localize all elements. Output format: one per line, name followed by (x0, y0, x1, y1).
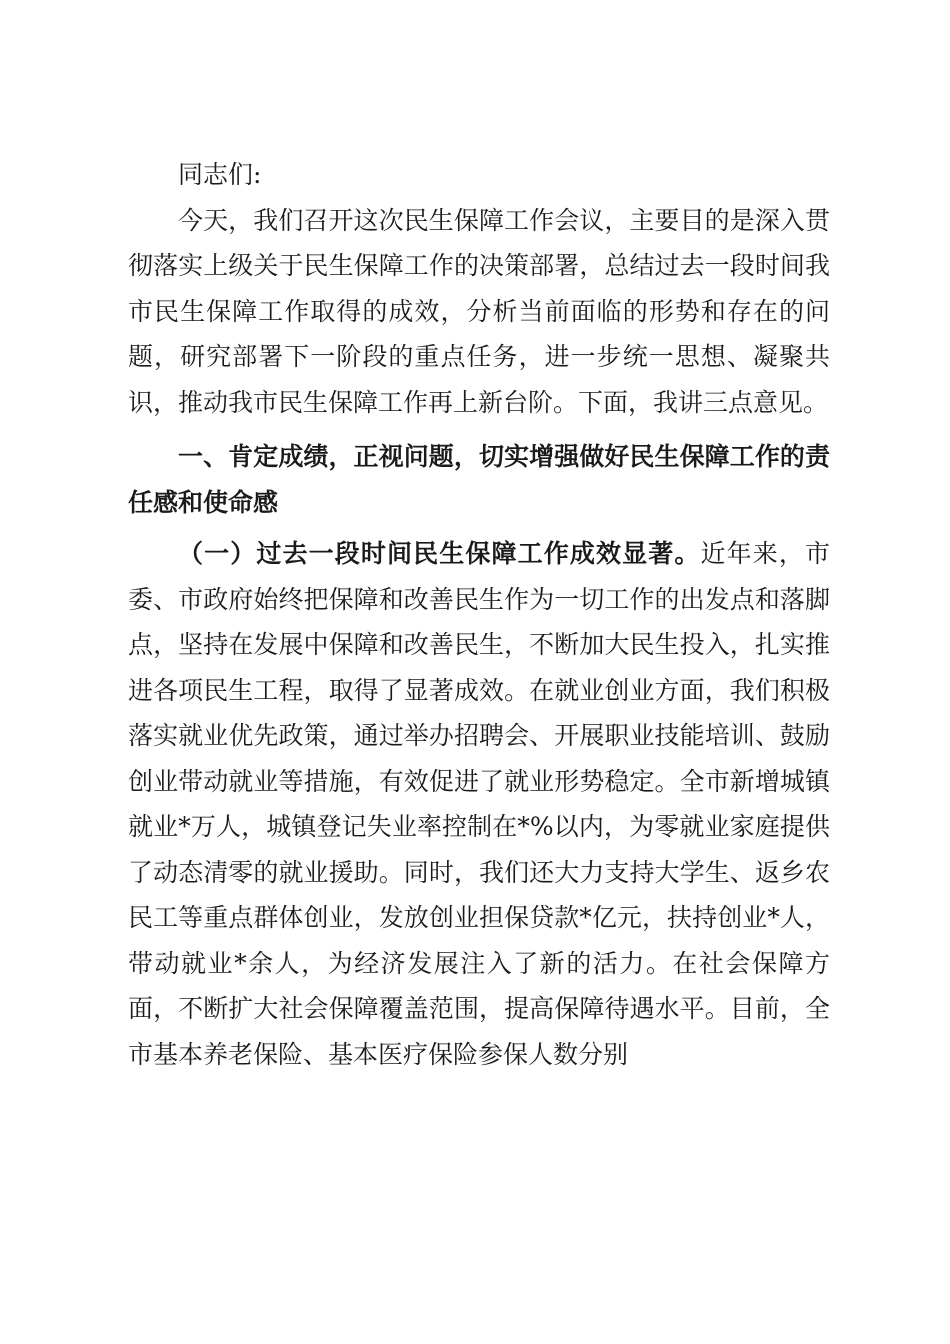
salutation: 同志们: (178, 160, 262, 189)
subsection-heading: （一）过去一段时间民生保障工作成效显著。 (178, 539, 701, 568)
section-heading: 一、肯定成绩，正视问题，切实增强做好民生保障工作的责任感和使命感 (128, 442, 830, 517)
subsection-paragraph (128, 531, 830, 1077)
subsection-body: 近年来，市委、市政府始终把保障和改善民生作为一切工作的出发点和落脚点，坚持在发展中保障和改善民生，不断加大民生投入，扎实推进各项民生工程，取得了显著成效。在就业创业方面，我们积极落实就业优先政策，通过举办招聘会、开展职业技能培训、鼓励创业带动就业等措施，有效促进了就业形势稳定。全市新增城镇就业*万人，城镇登记失业率控制在*%以内，为零就业家庭提供了动态清零的就业援助。同时，我们还大力支持大学生、返乡农民工等重点群体创业，发放创业担保贷款*亿元，扶持创业*人，带动就业*余人，为经济发展注入了新的活力。在社会保障方面，不断扩大社会保障覆盖范围，提高保障待遇水平。目前，全市基本养老保险、基本医疗保险参保人数分别 (128, 539, 830, 1069)
intro-paragraph: 今天，我们召开这次民生保障工作会议，主要目的是深入贯彻落实上级关于民生保障工作的决策部署，总结过去一段时间我市民生保障工作取得的成效，分析当前面临的形势和存在的问题，研究部署下一阶段的重点任务，进一步统一思想、凝聚共识，推动我市民生保障工作再上新台阶。下面，我讲三点意见。 (128, 205, 830, 417)
document-body (128, 152, 830, 1077)
